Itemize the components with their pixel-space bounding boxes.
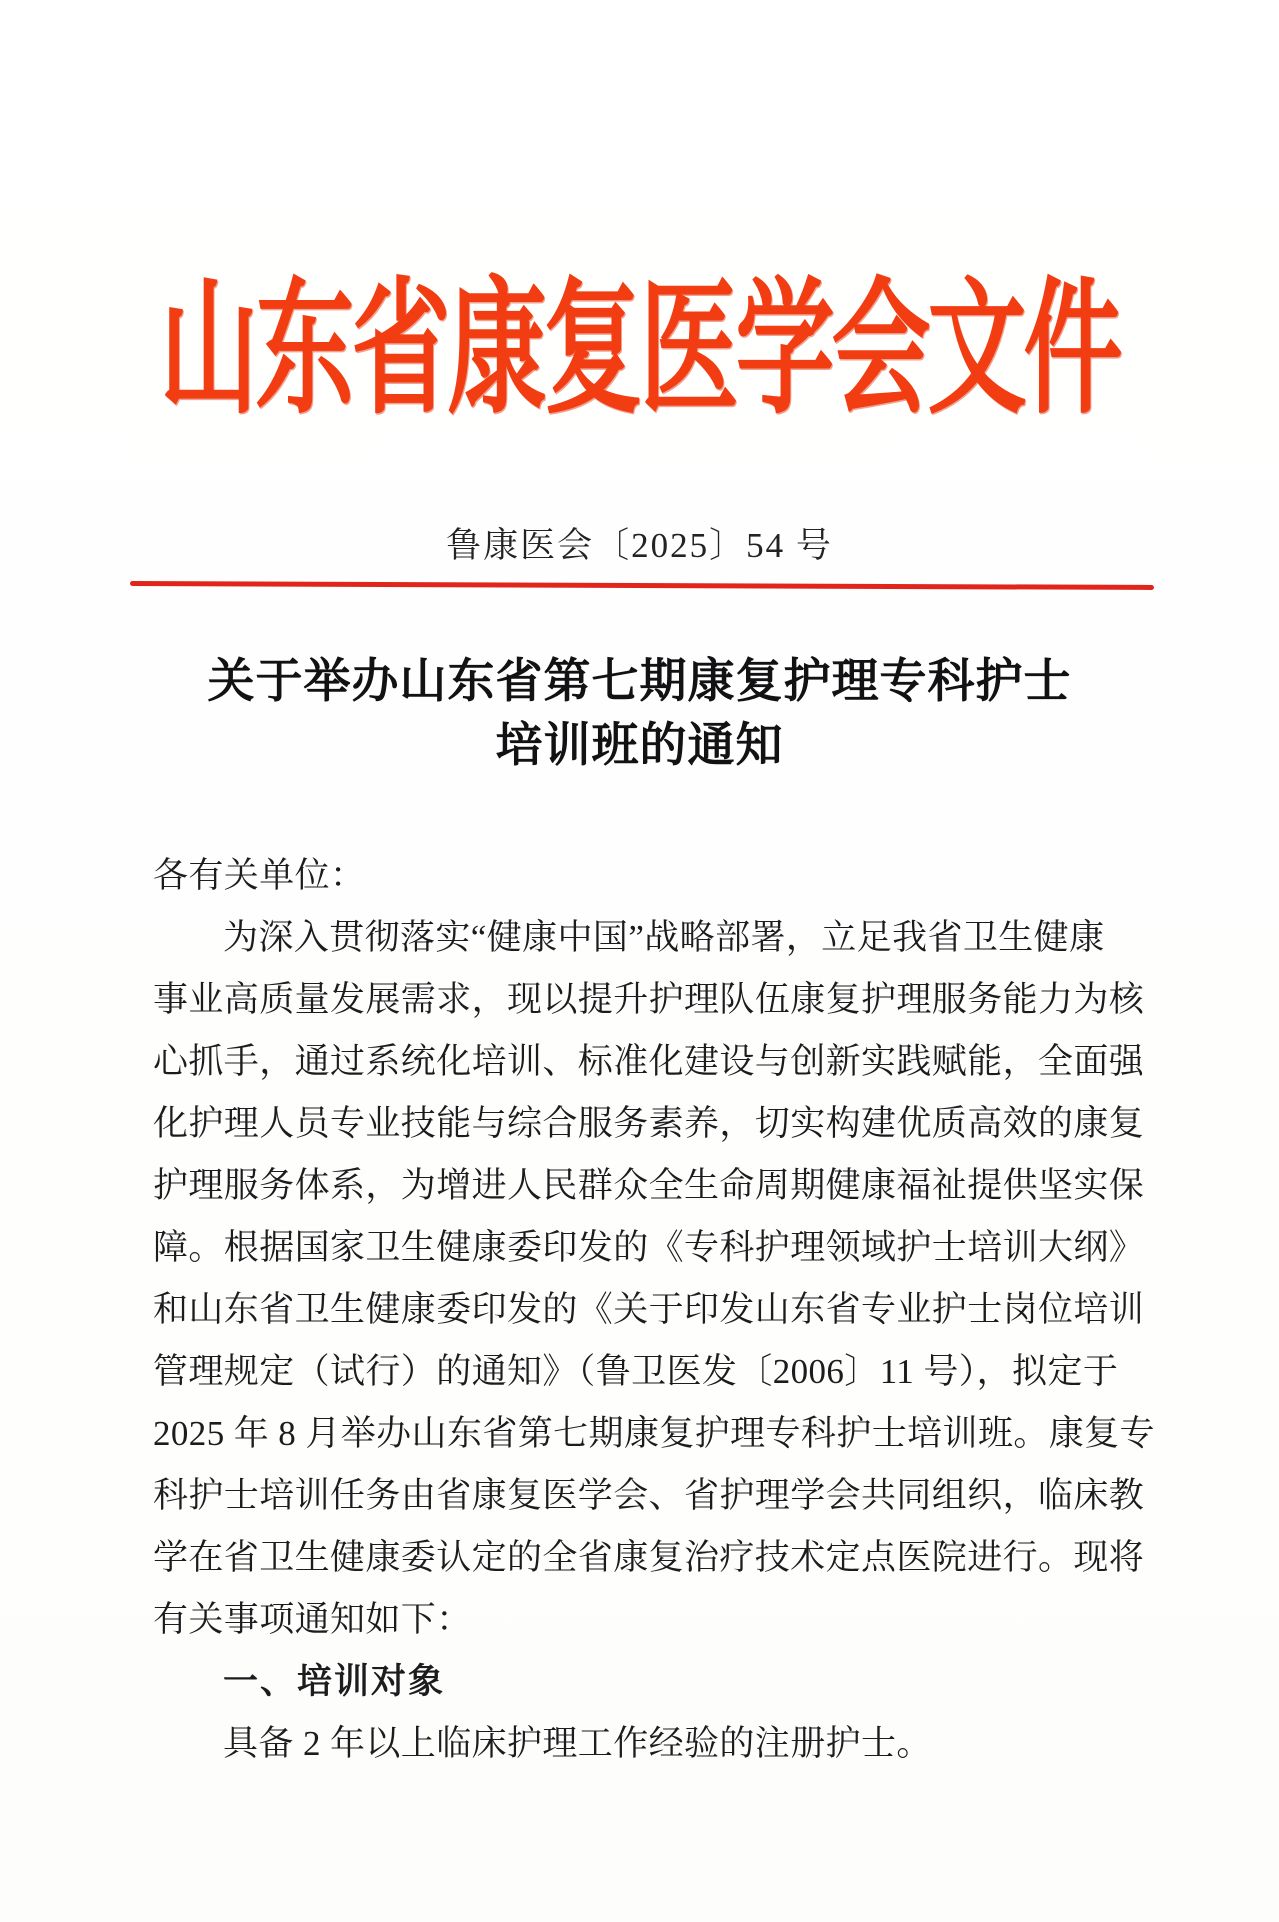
- body-line: 事业高质量发展需求，现以提升护理队伍康复护理服务能力为核: [153, 980, 1145, 1019]
- letterhead-org-title: 山东省康复医学会文件: [159, 270, 1120, 432]
- document-title-line2: 培训班的通知: [495, 720, 784, 772]
- document-number: 鲁康医会〔2025〕54 号: [446, 526, 833, 565]
- body-line: 科护士培训任务由省康复医学会、省护理学会共同组织，临床教: [153, 1476, 1145, 1515]
- body-line: 2025 年 8 月举办山东省第七期康复护理专科护士培训班。康复专: [153, 1414, 1155, 1453]
- document-body: [153, 845, 1163, 1775]
- document-title: [0, 650, 1279, 778]
- section-heading-training-target: 一、培训对象: [223, 1662, 446, 1701]
- body-line: 障。根据国家卫生健康委印发的《专科护理领域护士培训大纲》: [153, 1228, 1145, 1267]
- body-line: 学在省卫生健康委认定的全省康复治疗技术定点医院进行。现将: [153, 1538, 1145, 1577]
- body-line: 管理规定（试行）的通知》（鲁卫医发〔2006〕11 号），拟定于: [153, 1352, 1119, 1391]
- section-body-training-target: 具备 2 年以上临床护理工作经验的注册护士。: [223, 1724, 932, 1763]
- body-line: 和山东省卫生健康委印发的《关于印发山东省专业护士岗位培训: [153, 1290, 1145, 1329]
- salutation: 各有关单位：: [153, 856, 366, 895]
- document-title-line1: 关于举办山东省第七期康复护理专科护士: [207, 656, 1072, 708]
- body-line: 护理服务体系，为增进人民群众全生命周期健康福祉提供坚实保: [153, 1166, 1145, 1205]
- red-divider-line: [130, 581, 1154, 590]
- body-line: 心抓手，通过系统化培训、标准化建设与创新实践赋能，全面强: [153, 1042, 1145, 1081]
- body-line: 化护理人员专业技能与综合服务素养，切实构建优质高效的康复: [153, 1104, 1145, 1143]
- body-line: 为深入贯彻落实“健康中国”战略部署，立足我省卫生健康: [223, 918, 1105, 957]
- body-line: 有关事项通知如下：: [153, 1600, 472, 1639]
